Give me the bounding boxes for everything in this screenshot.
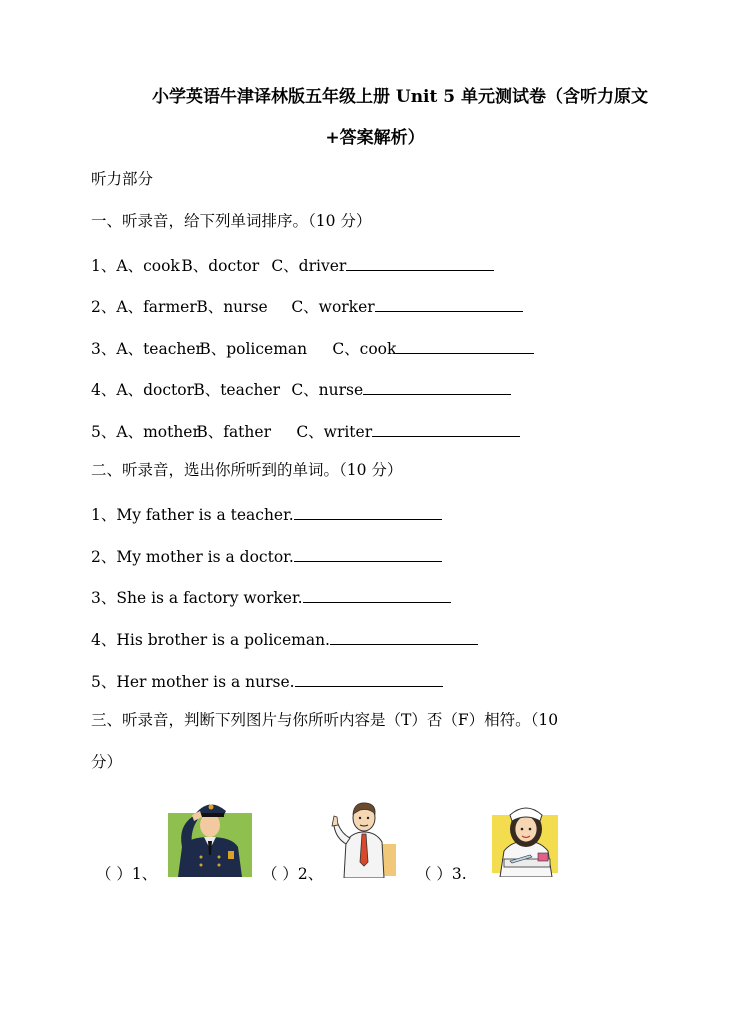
option-b: B、nurse — [196, 298, 268, 316]
section1-heading: 一、听录音，给下列单词排序。（10 分） — [91, 212, 372, 230]
sentence: 2、My mother is a doctor. — [91, 548, 294, 566]
section2-heading: 二、听录音，选出你所听到的单词。（10 分） — [91, 461, 403, 479]
sentence: 1、My father is a teacher. — [91, 506, 294, 524]
judge-item-2[interactable]: （ ）2、 — [262, 865, 324, 883]
option-b: B、doctor — [181, 257, 260, 275]
section1-item — [91, 380, 511, 399]
answer-blank[interactable] — [375, 297, 523, 312]
option-a: A、teacher — [116, 340, 203, 358]
option-b: B、father — [196, 423, 271, 441]
option-b: B、policeman — [199, 340, 308, 358]
item-number: 3、 — [91, 340, 117, 358]
sentence: 3、She is a factory worker. — [91, 589, 303, 607]
sentence: 4、His brother is a policeman. — [91, 631, 330, 649]
answer-blank[interactable] — [294, 505, 442, 520]
section3-heading-cont: 分） — [91, 753, 123, 771]
option-c: C、cook — [332, 340, 397, 358]
item-number: 5、 — [91, 423, 117, 441]
answer-blank[interactable] — [372, 422, 520, 437]
man-with-tie-illustration — [328, 798, 398, 878]
section2-item — [91, 505, 442, 524]
answer-blank[interactable] — [346, 256, 494, 271]
answer-blank[interactable] — [295, 672, 443, 687]
item-number: 4、 — [91, 381, 117, 399]
option-c: C、writer — [296, 423, 373, 441]
option-b: B、teacher — [193, 381, 281, 399]
section1-item — [91, 339, 534, 358]
judge-item-1[interactable]: （ ）1、 — [96, 865, 158, 883]
option-c: C、nurse — [291, 381, 364, 399]
section2-item — [91, 547, 442, 566]
answer-blank[interactable] — [396, 339, 534, 354]
answer-blank[interactable] — [363, 380, 511, 395]
section3-heading: 三、听录音，判断下列图片与你所听内容是（T）否（F）相符。（10 — [91, 711, 559, 729]
listening-label: 听力部分 — [91, 170, 154, 188]
title-line-1: 小学英语牛津译林版五年级上册 Unit 5 单元测试卷（含听力原文 — [151, 87, 649, 107]
sentence: 5、Her mother is a nurse. — [91, 673, 295, 691]
option-c: C、driver — [271, 257, 347, 275]
option-a: A、farmer — [116, 298, 197, 316]
answer-blank[interactable] — [330, 630, 478, 645]
item-number: 1、 — [91, 257, 117, 275]
section1-item — [91, 422, 520, 441]
answer-blank[interactable] — [303, 588, 451, 603]
policeman-illustration — [168, 797, 252, 877]
item-number: 2、 — [91, 298, 117, 316]
option-c: C、worker — [291, 298, 375, 316]
option-a: A、mother — [116, 423, 200, 441]
section1-item — [91, 297, 523, 316]
option-a: A、doctor — [116, 381, 194, 399]
option-a: A、cook — [116, 257, 180, 275]
section2-item — [91, 630, 478, 649]
answer-blank[interactable] — [294, 547, 442, 562]
section1-item — [91, 256, 494, 275]
section2-item — [91, 672, 443, 691]
title-line-2: +答案解析） — [325, 128, 425, 148]
judge-item-3[interactable]: （ ）3. — [416, 865, 467, 883]
nurse-illustration — [490, 795, 562, 877]
section2-item — [91, 588, 451, 607]
